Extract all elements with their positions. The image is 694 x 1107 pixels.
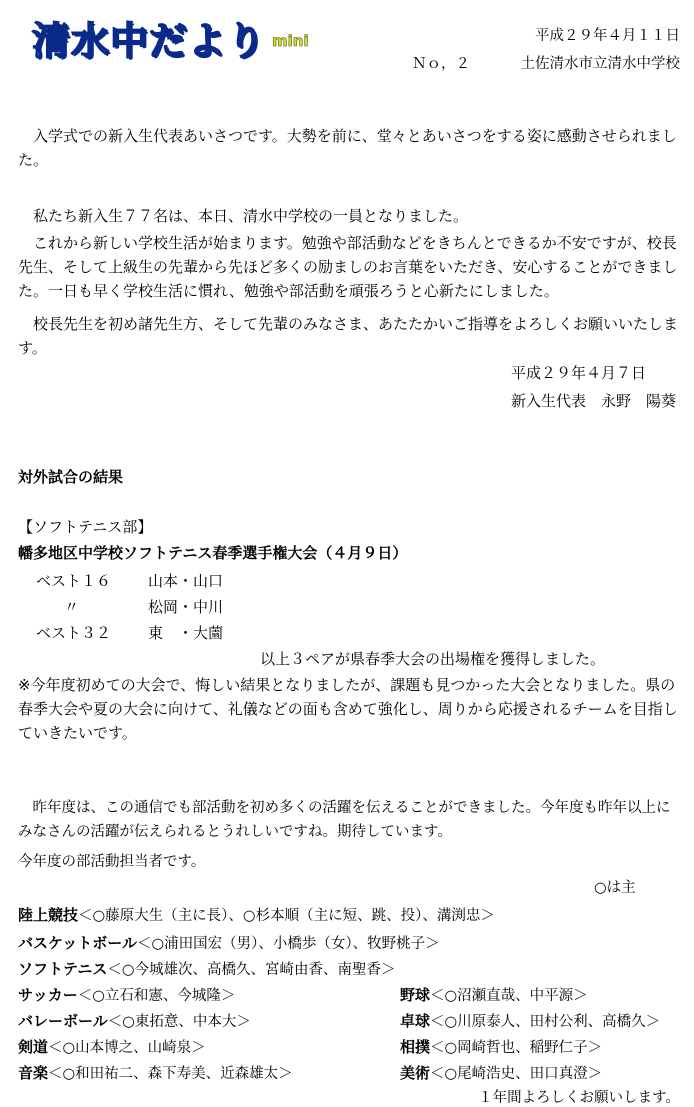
staff-names: ＜○今城雄次、高橋久、宮崎由香、南聖香＞ (107, 962, 396, 978)
result-rank: ベスト１６ (36, 572, 112, 590)
staff-club: バレーボール (18, 1012, 108, 1030)
qualified-note: 以上３ペアが県春季大会の出場権を獲得しました。 (260, 650, 606, 668)
speech-paragraph-1: 私たち新入生７７名は、本日、清水中学校の一員となりました。 (33, 207, 469, 225)
staff-row (18, 904, 495, 925)
staff-names: ＜○川原泰人、田村公利、高橋久＞ (430, 1014, 661, 1030)
intro-paragraph: 入学式での新入生代表あいさつです。大勢を前に、堂々とあいさつをする姿に感動させられました。 (18, 127, 677, 169)
results-heading: 対外試合の結果 (18, 468, 124, 486)
staff-names: ＜○和田祐二、森下寿美、近森雄太＞ (48, 1066, 293, 1082)
results-comment: ※今年度初めての大会で、悔しい結果となりましたが、課題も見つかった大会となりました。県の春季大会や夏の大会に向けて、礼儀などの面も含めて強化し、周りから応援されるチームを目指していきたいです。 (18, 676, 678, 742)
speech-paragraph-3: 校長先生を初め諸先生方、そして先輩のみなさま、あたたかいご指導をよろしくお願いいたします。 (18, 315, 679, 357)
club-heading: 【ソフトテニス部】 (18, 518, 153, 536)
staff-row (18, 1010, 251, 1031)
speech-paragraph-2: これから新しい学校生活が始まります。勉強や部活動などをきちんとできるか不安ですが、校長先生、そして上級生の先輩から先ほど多くの励ましのお言葉をいただき、安心することができました。一日も早く学校生活に慣れ、勉強や部活動を頑張ろうと心新たにしました。 (18, 234, 678, 300)
staff-row (400, 1062, 602, 1083)
staff-names: ＜○山本博之、山崎泉＞ (48, 1040, 206, 1056)
staff-club: 野球 (400, 986, 431, 1004)
speech-signature: 新入生代表 永野 陽葵 (511, 392, 677, 410)
staff-club: 相撲 (400, 1038, 431, 1056)
staff-names: ＜○東拓意、中本大＞ (107, 1014, 251, 1030)
sign-off: １年間よろしくお願いします。 (478, 1090, 680, 1106)
speech-date: 平成２９年４月７日 (511, 364, 647, 382)
staff-club: 卓球 (400, 1012, 431, 1030)
staff-row (18, 1062, 293, 1083)
staff-note: ○は主 (594, 880, 636, 896)
staff-names: ＜○立石和憲、今城隆＞ (77, 988, 236, 1004)
staff-row (18, 958, 396, 979)
newsletter-title: 清水中だより (32, 19, 267, 63)
newsletter-title-suffix: mini (272, 32, 309, 50)
staff-names: ＜○藤原大生（主に長）、○杉本順（主に短、跳、投）、溝渕忠＞ (78, 908, 495, 924)
result-pair: 山本・山口 (148, 572, 224, 590)
staff-names: ＜○沼瀬直哉、中平源＞ (430, 988, 588, 1004)
staff-club: 美術 (400, 1064, 431, 1082)
issue-date: 平成２９年４月１１日 (535, 28, 680, 44)
staff-names: ＜○浦田国宏（男）、小橋歩（女）、牧野桃子＞ (136, 936, 440, 952)
issue-number: Ｎｏ，２ (412, 56, 470, 72)
staff-names: ＜○岡崎哲也、稲野仁子＞ (430, 1040, 603, 1056)
staff-club: バスケットボール (18, 934, 137, 952)
result-pair: 松岡・中川 (148, 598, 224, 616)
staff-intro: 今年度の部活動担当者です。 (18, 854, 206, 870)
staff-club: サッカー (18, 986, 78, 1004)
staff-row (18, 932, 440, 953)
staff-row (400, 1010, 660, 1031)
result-pair: 東 ・大薗 (148, 624, 224, 642)
staff-club: ソフトテニス (18, 960, 108, 978)
staff-names: ＜○尾崎浩史、田口真澄＞ (430, 1066, 603, 1082)
staff-row (400, 1036, 602, 1057)
staff-club: 剣道 (18, 1038, 49, 1056)
staff-row (18, 1036, 206, 1057)
result-rank: ベスト３２ (36, 624, 112, 642)
staff-row (400, 984, 588, 1005)
staff-club: 陸上競技 (18, 906, 79, 924)
result-rank: 〃 (64, 598, 80, 616)
staff-club: 音楽 (18, 1064, 49, 1082)
tournament-title: 幡多地区中学校ソフトテニス春季選手権大会（４月９日） (18, 544, 408, 562)
staff-row (18, 984, 235, 1005)
school-name: 土佐清水市立清水中学校 (520, 56, 680, 72)
closing-paragraph: 昨年度は、この通信でも部活動を初め多くの活躍を伝えることができました。今年度も昨年以上にみなさんの活躍が伝えられるとうれしいですね。期待しています。 (18, 800, 671, 840)
